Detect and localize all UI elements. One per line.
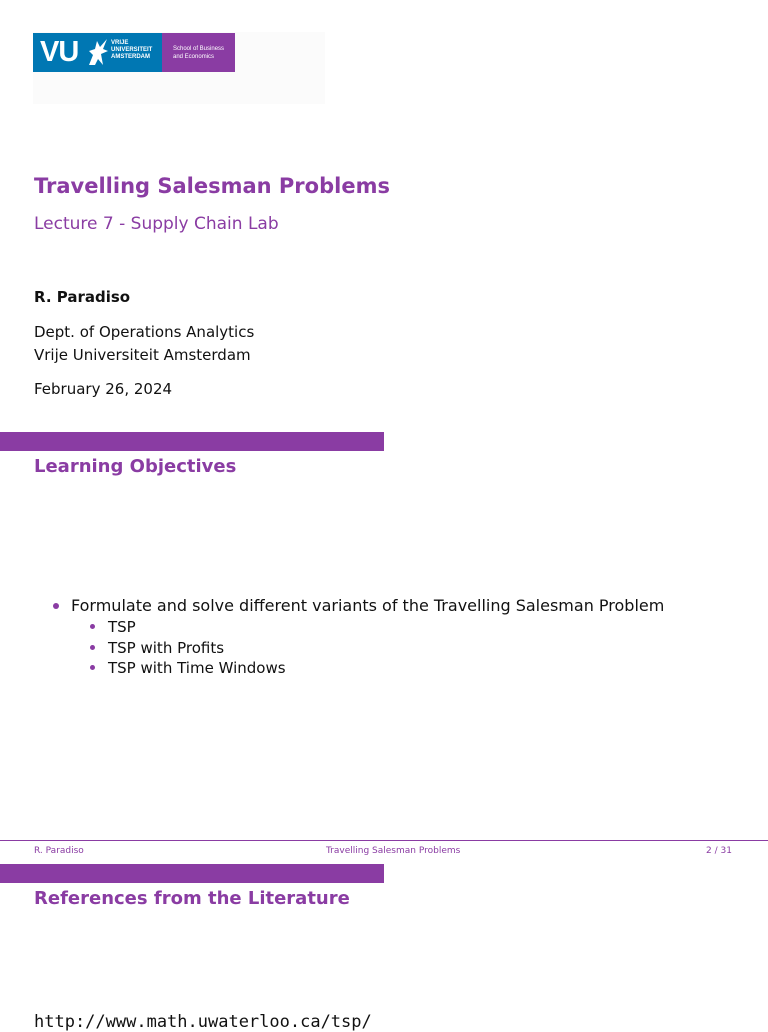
reference-url[interactable]: http://www.math.uwaterloo.ca/tsp/ [34, 1012, 372, 1032]
author-name: R. Paradiso [34, 288, 131, 306]
bullet-icon [53, 603, 59, 609]
page-number: 2 / 31 [706, 846, 732, 856]
list-item: TSP with Time Windows [53, 658, 664, 679]
objectives-list [53, 595, 664, 679]
frame-header-bar [0, 432, 384, 451]
presentation-subtitle: Lecture 7 - Supply Chain Lab [34, 214, 279, 234]
institution: Dept. of Operations Analytics Vrije Universiteit Amsterdam [34, 323, 255, 364]
footer-divider [0, 840, 768, 841]
frame-title: References from the Literature [34, 888, 350, 909]
school-logo [162, 33, 235, 72]
vu-logo-mark: VU [40, 36, 79, 68]
variants-list [53, 617, 664, 679]
footer-author: R. Paradiso [34, 846, 84, 856]
school-name: School of Business and Economics [173, 46, 225, 60]
presentation-title: Travelling Salesman Problems [34, 174, 390, 198]
list-item: TSP [53, 617, 664, 638]
bullet-icon [90, 665, 95, 670]
bullet-icon [90, 624, 95, 629]
presentation-date: February 26, 2024 [34, 380, 173, 398]
list-item: Formulate and solve different variants of the Travelling Salesman Problem [53, 595, 664, 617]
frame-header-bar [0, 864, 384, 883]
list-item: TSP with Profits [53, 638, 664, 659]
vu-logo [33, 33, 162, 72]
bullet-icon [90, 645, 95, 650]
footer-title: Travelling Salesman Problems [326, 846, 461, 856]
frame-title: Learning Objectives [34, 456, 237, 477]
griffin-icon [85, 37, 109, 67]
university-name: VRIJE UNIVERSITEIT AMSTERDAM [111, 40, 153, 60]
